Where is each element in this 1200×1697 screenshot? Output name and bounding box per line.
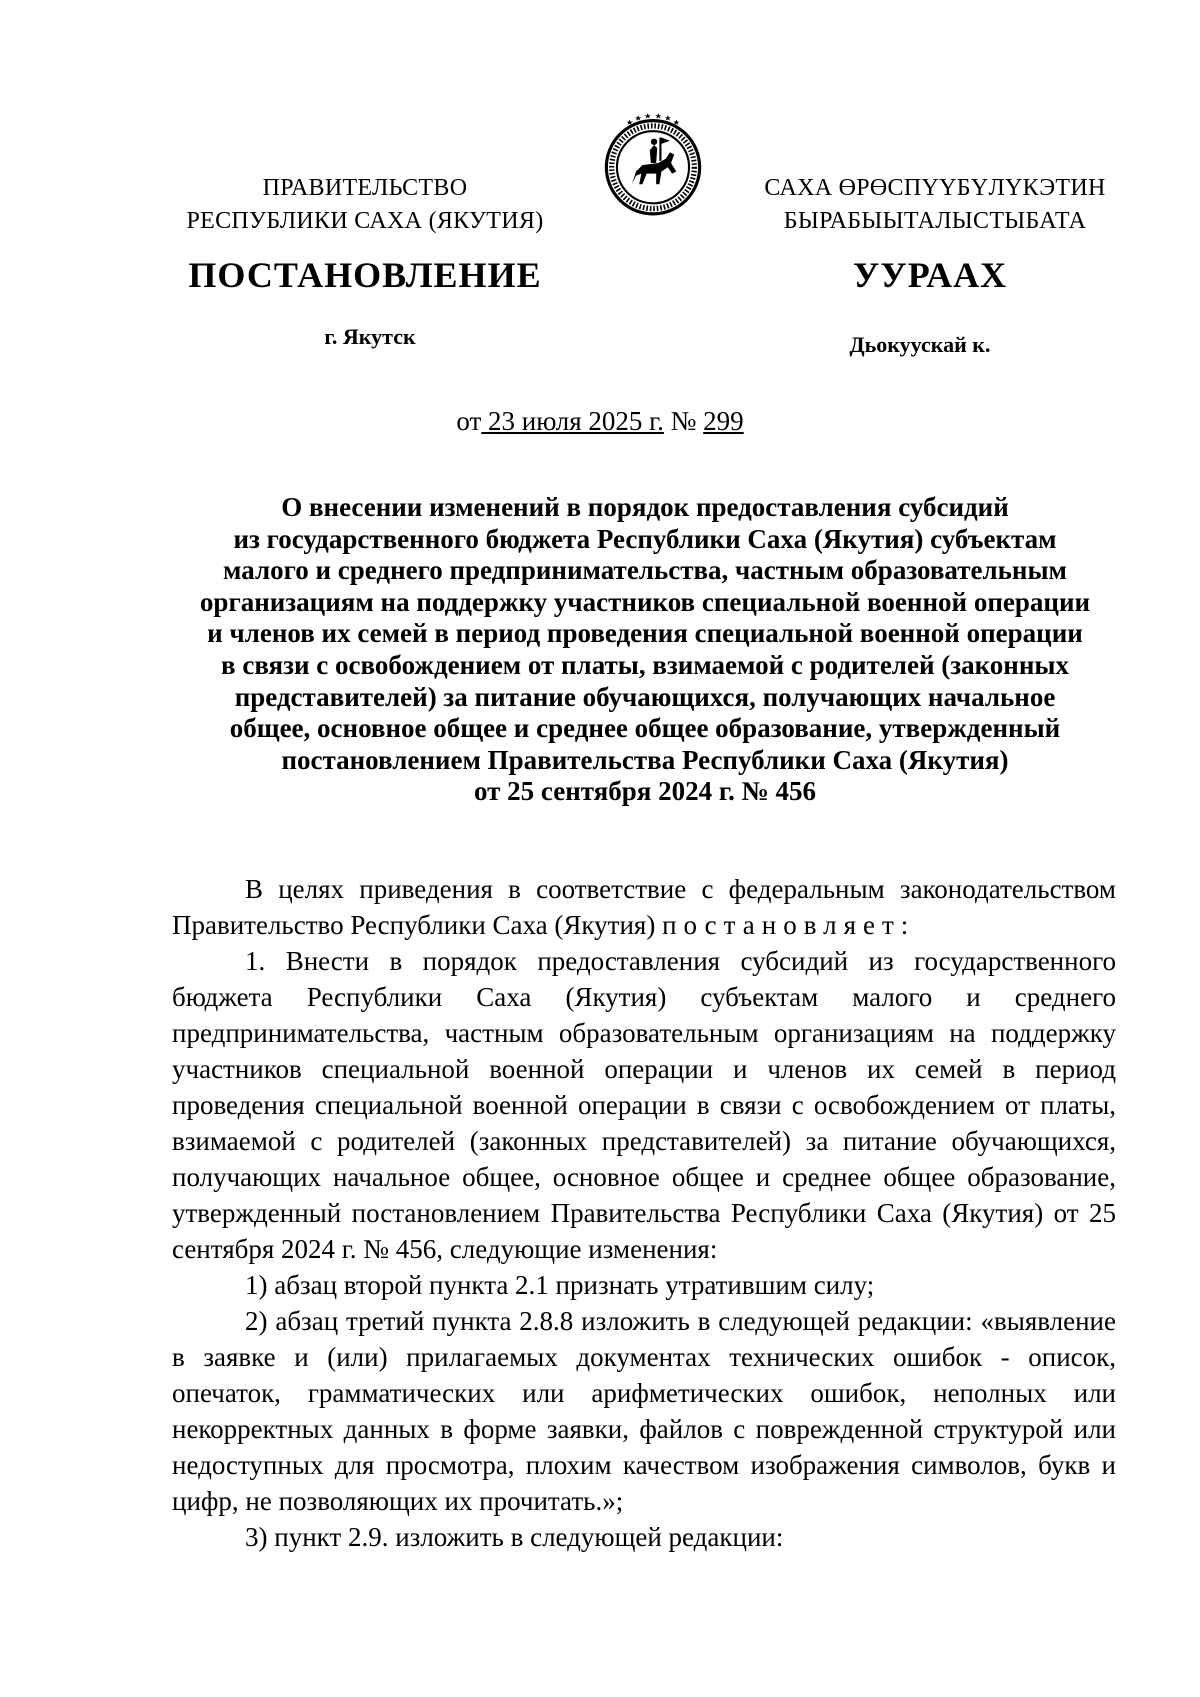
government-line-1: ПРАВИТЕЛЬСТВО bbox=[262, 175, 468, 201]
government-line-2-yakut: БЫРАБЫЫТАЛЫСТЫБАТА bbox=[783, 208, 1087, 234]
date-prefix: от bbox=[456, 406, 482, 436]
resolves-word: постановляет: bbox=[662, 910, 916, 940]
government-name-yakut bbox=[745, 172, 1125, 238]
number-sign: № bbox=[670, 406, 697, 436]
document-type-yakut: УУРААХ bbox=[852, 255, 1008, 295]
clause-1-paragraph: 1. Внести в порядок предоставления субсидий из государственного бюджета Республики Саха (Якутия) субъектам малого и среднего предпринимательства, частным образовательным организациям на поддержку участников специальной военной операции и членов их семей в период проведения специальной военной операции в связи с освобождением от платы, взимаемой с родителей (законных представителей) за питание обучающихся, получающих начальное общее, основное общее и среднее общее образование, утвержденный постановлением Правительства Республики Саха (Якутия) от 25 сентября 2024 г. № 456, следующие изменения: bbox=[172, 946, 1116, 1264]
subject-line: и членов их семей в период проведения специальной военной операции bbox=[207, 618, 1083, 649]
document-date: 23 июля 2025 г. bbox=[488, 406, 664, 436]
document-number: 299 bbox=[703, 406, 744, 436]
subclause-2-paragraph: 2) абзац третий пункта 2.8.8 изложить в следующей редакции: «выявление в заявке и (или) прилагаемых документах технических ошибок - описок, опечаток, грамматических или арифметических ошибок, неполных или некорректных данных в форме заявки, файлов с поврежденной структурой или недоступных для просмотра, плохим качеством изображения символов, букв и цифр, не позволяющих их прочитать.»; bbox=[172, 1306, 1116, 1516]
subject-line: О внесении изменений в порядок предоставления субсидий bbox=[281, 492, 1009, 522]
document-date-number bbox=[300, 404, 900, 438]
subclause-3-paragraph: 3) пункт 2.9. изложить в следующей редакции: bbox=[245, 1522, 784, 1552]
government-name-russian bbox=[170, 172, 560, 238]
subject-line: из государственного бюджета Республики Саха (Якутия) субъектам bbox=[233, 523, 1057, 554]
subclause-1-paragraph: 1) абзац второй пункта 2.1 признать утратившим силу; bbox=[245, 1270, 875, 1300]
subject-line: от 25 сентября 2024 г. № 456 bbox=[474, 776, 816, 807]
document-type-russian: ПОСТАНОВЛЕНИЕ bbox=[188, 255, 542, 295]
city-yakut: Дьокуускай к. bbox=[849, 332, 991, 357]
subject-line: общее, основное общее и среднее общее образование, утвержденный bbox=[229, 713, 1061, 744]
preamble-paragraph: В целях приведения в соответствие с федеральным законодательством Правительство Республики Саха (Якутия) постановляет: bbox=[172, 874, 1116, 940]
subject-line: малого и среднего предпринимательства, частным образовательным bbox=[223, 555, 1067, 586]
government-line-1-yakut: САХА ӨРӨСПҮҮБҮЛҮКЭТИН bbox=[764, 175, 1106, 201]
document-subject bbox=[170, 492, 1120, 808]
document-body bbox=[172, 871, 1116, 1555]
subject-line: организациям на поддержку участников специальной военной операции bbox=[199, 586, 1091, 617]
subject-line: постановлением Правительства Республики Саха (Якутия) bbox=[281, 744, 1009, 775]
government-line-2: РЕСПУБЛИКИ САХА (ЯКУТИЯ) bbox=[186, 208, 544, 234]
city-russian: г. Якутск bbox=[324, 324, 416, 349]
subject-line: в связи с освобождением от платы, взимаемой с родителей (законных bbox=[221, 649, 1069, 680]
republic-sakha-yakutia-emblem-icon bbox=[600, 110, 706, 216]
subject-line: представителей) за питание обучающихся, получающих начальное bbox=[234, 681, 1056, 712]
